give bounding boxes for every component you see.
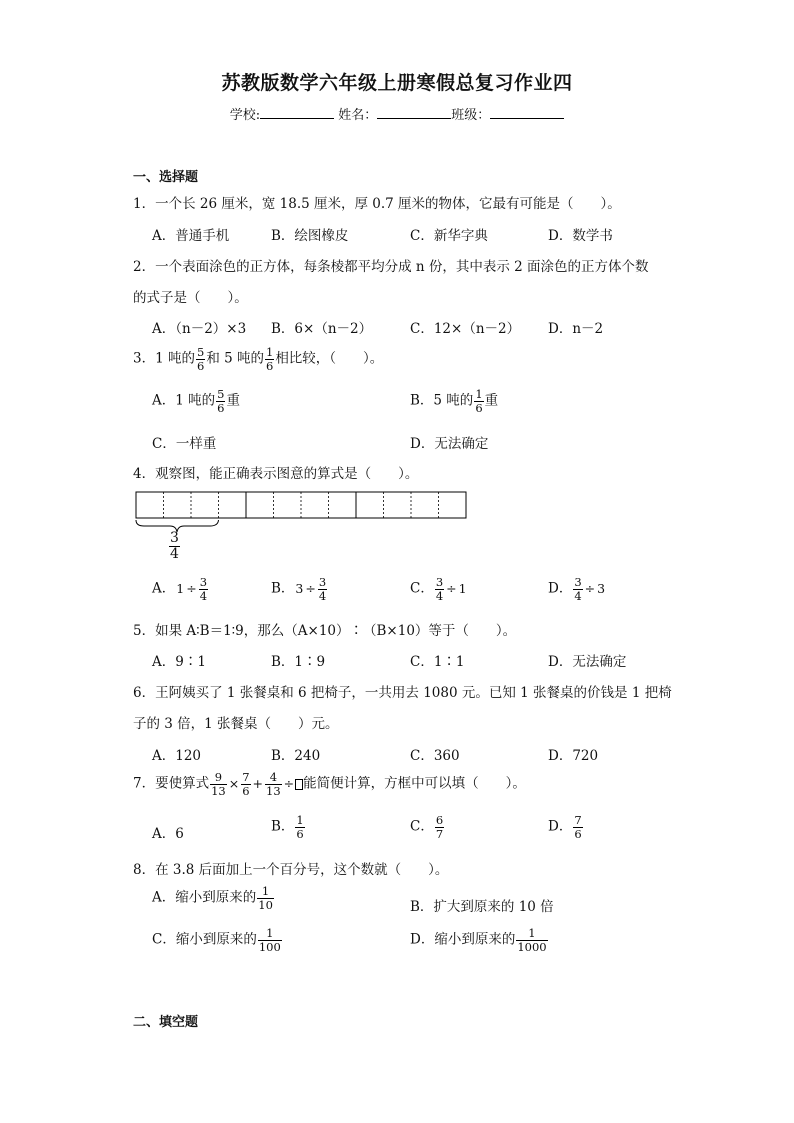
q7-post: 能简便计算，方框中可以填（ ）。 [303, 775, 526, 792]
question-6-line1: 6．王阿姨买了 1 张餐桌和 6 把椅子，一共用去 1080 元。已知 1 张餐桌的价钱是 1 把椅 [133, 685, 672, 701]
q4-b-pre: B． [271, 580, 295, 597]
q4-b-num: 3 [318, 575, 327, 589]
q3-option-a[interactable] [152, 388, 240, 414]
q1-option-c[interactable]: C．新华字典 [410, 228, 488, 244]
q4-figure-fraction [168, 531, 181, 563]
q2-option-b[interactable]: B．6×（n－2） [271, 321, 373, 337]
q8-c-pre: C．缩小到原来的 [152, 931, 257, 948]
q3-frac2-num: 1 [265, 345, 274, 359]
q6-option-c[interactable]: C．360 [410, 748, 460, 764]
q4-d-den: 4 [574, 588, 582, 603]
q7-b-fraction [295, 814, 304, 840]
q3-text-part3: 相比较，（ ）。 [275, 350, 384, 367]
q2-option-d[interactable]: D．n－2 [548, 321, 604, 337]
name-label: 姓名： [338, 108, 378, 123]
q8-d-fraction [516, 927, 547, 953]
q8-d-pre: D．缩小到原来的 [410, 931, 516, 948]
page-title: 苏教版数学六年级上册寒假总复习作业四 [221, 72, 573, 94]
q7-f3-den: 13 [266, 783, 281, 798]
q4-b-fraction [318, 576, 327, 602]
q7-b-den: 6 [296, 826, 304, 841]
q7-frac-9-13 [210, 771, 227, 797]
q6-option-d[interactable]: D．720 [548, 748, 599, 764]
q8-option-a[interactable] [152, 885, 275, 911]
q7-d-den: 6 [574, 826, 582, 841]
q7-f1-den: 13 [211, 783, 226, 798]
q2-option-c[interactable]: C．12×（n－2） [410, 321, 521, 337]
student-info-line [0, 104, 794, 123]
q3-a-post: 重 [226, 392, 240, 409]
q3-frac1-num: 5 [196, 345, 205, 359]
section-title-choice: 一、选择题 [133, 170, 199, 185]
q4-c-fraction [435, 576, 444, 602]
question-4-text: 4．观察图，能正确表示图意的算式是（ ）。 [133, 466, 419, 482]
q8-a-num: 1 [257, 885, 274, 899]
q8-c-fraction [258, 927, 282, 953]
q4-figure-num: 3 [170, 530, 179, 546]
q8-c-num: 1 [258, 927, 282, 941]
q7-c-num: 6 [435, 813, 444, 827]
q3-option-b[interactable] [410, 388, 498, 414]
question-3-text [133, 346, 383, 372]
q4-a-den: 4 [199, 588, 208, 603]
q7-option-b[interactable] [271, 814, 306, 840]
q4-d-fraction [573, 576, 582, 602]
q4-option-b[interactable] [271, 576, 328, 602]
q3-a-pre: A．1 吨的 [152, 392, 216, 409]
q5-option-d[interactable]: D．无法确定 [548, 654, 627, 670]
q7-d-num: 7 [574, 813, 582, 827]
q7-frac-7-6 [241, 771, 250, 797]
q4-option-c[interactable] [410, 576, 468, 602]
q3-option-c[interactable]: C．一样重 [152, 436, 217, 452]
q7-c-fraction [435, 814, 444, 840]
q1-option-a[interactable]: A．普通手机 [152, 228, 230, 244]
q8-option-d[interactable] [410, 927, 549, 953]
question-8-text: 8．在 3.8 后面加上一个百分号，这个数就（ ）。 [133, 862, 449, 878]
q2-option-a[interactable]: A．（n－2）×3 [152, 321, 247, 337]
q7-d-pre: D． [548, 818, 573, 835]
q7-f1-num: 9 [210, 771, 227, 785]
q4-option-a[interactable] [152, 576, 209, 602]
q7-option-c[interactable] [410, 814, 445, 840]
question-1-text: 1．一个长 26 厘米，宽 18.5 厘米，厚 0.7 厘米的物体，它最有可能是（ ）。 [133, 196, 621, 212]
q4-c-num2: 1 [458, 580, 467, 596]
q4-d-op: ÷ [584, 580, 596, 596]
q7-c-den: 7 [435, 826, 444, 841]
q3-b-num: 1 [475, 387, 483, 401]
q3-b-fraction [474, 388, 483, 414]
q4-figure-den: 4 [170, 546, 179, 563]
q4-c-den: 4 [435, 588, 444, 603]
q4-d-num: 3 [574, 575, 582, 589]
q3-b-post: 重 [484, 392, 499, 409]
question-5-text: 5．如果 A∶B＝1∶9，那么（A×10）∶（B×10）等于（ ）。 [133, 623, 517, 639]
q6-option-b[interactable]: B．240 [271, 748, 321, 764]
q3-a-den: 6 [217, 400, 225, 415]
q8-d-den: 1000 [517, 939, 547, 954]
q4-a-pre: A． [152, 580, 176, 597]
q4-b-num1: 3 [295, 580, 304, 596]
q3-fraction-1-6 [265, 346, 274, 372]
question-6-line2: 子的 3 倍，1 张餐桌（ ）元。 [133, 716, 339, 732]
q4-d-pre: D． [548, 580, 573, 597]
q8-option-b[interactable]: B．扩大到原来的 10 倍 [410, 899, 554, 915]
q7-option-a[interactable]: A．6 [152, 826, 184, 842]
q3-text-part1: 3．1 吨的 [133, 350, 195, 367]
q7-b-pre: B． [271, 818, 295, 835]
school-blank[interactable] [260, 106, 334, 119]
q8-c-den: 100 [258, 939, 281, 954]
q7-pre: 7．要使算式 [133, 775, 210, 792]
q7-f2-num: 7 [242, 770, 250, 784]
q7-f2-den: 6 [242, 783, 250, 798]
q3-text-part2: 和 5 吨的 [206, 350, 264, 367]
q3-a-fraction [216, 388, 225, 414]
q3-fraction-5-6 [196, 346, 205, 372]
question-2-line2: 的式子是（ ）。 [133, 290, 248, 306]
q8-a-den: 10 [258, 897, 273, 912]
q5-option-b[interactable]: B．1∶9 [271, 654, 326, 670]
q4-a-fraction [199, 576, 208, 602]
name-blank[interactable] [377, 106, 451, 119]
class-blank[interactable] [490, 106, 564, 119]
q1-option-d[interactable]: D．数学书 [548, 228, 613, 244]
q8-d-num: 1 [516, 927, 547, 941]
school-label: 学校: [229, 108, 261, 123]
q7-d-fraction [573, 814, 582, 840]
q3-frac1-den: 6 [196, 358, 205, 373]
q4-c-op: ÷ [446, 580, 457, 596]
q4-d-num2: 3 [597, 580, 606, 596]
q4-a-num1: 1 [176, 580, 185, 596]
q4-a-num: 3 [199, 575, 208, 589]
q6-option-a[interactable]: A．120 [152, 748, 202, 764]
q7-option-d[interactable] [548, 814, 584, 840]
q4-c-num: 3 [435, 575, 444, 589]
q4-bar-diagram [134, 490, 474, 540]
q7-op1: × [228, 775, 240, 791]
q8-a-pre: A．缩小到原来的 [152, 889, 257, 906]
q4-b-den: 4 [318, 588, 327, 603]
q4-quarter-dividers [164, 492, 439, 518]
q7-op3: ÷ [283, 775, 295, 791]
q8-a-fraction [257, 885, 274, 911]
question-7-text [133, 771, 526, 797]
q4-option-d[interactable] [548, 576, 606, 602]
q5-option-a[interactable]: A．9∶1 [152, 654, 206, 670]
q7-frac-4-13 [265, 771, 282, 797]
q7-op2: + [252, 775, 264, 791]
q3-frac2-den: 6 [265, 358, 274, 373]
q7-f3-num: 4 [265, 771, 282, 785]
q3-option-d[interactable]: D．无法确定 [410, 436, 489, 452]
q4-c-pre: C． [410, 580, 434, 597]
q4-b-op: ÷ [305, 580, 316, 596]
class-label: 班级： [451, 108, 491, 123]
q3-a-num: 5 [217, 387, 225, 401]
q7-b-num: 1 [296, 813, 304, 827]
q7-c-pre: C． [410, 818, 434, 835]
q3-b-den: 6 [475, 400, 483, 415]
q3-b-pre: B．5 吨的 [410, 392, 474, 409]
q8-option-c[interactable] [152, 927, 283, 953]
q5-option-c[interactable]: C．1∶1 [410, 654, 465, 670]
question-2-line1: 2．一个表面涂色的正方体，每条棱都平均分成 n 份，其中表示 2 面涂色的正方体个数 [133, 259, 649, 275]
q1-option-b[interactable]: B．绘图橡皮 [271, 228, 349, 244]
section-title-fill-in: 二、填空题 [133, 1015, 199, 1030]
q4-a-op: ÷ [186, 580, 197, 596]
q7-box-placeholder [295, 779, 303, 790]
